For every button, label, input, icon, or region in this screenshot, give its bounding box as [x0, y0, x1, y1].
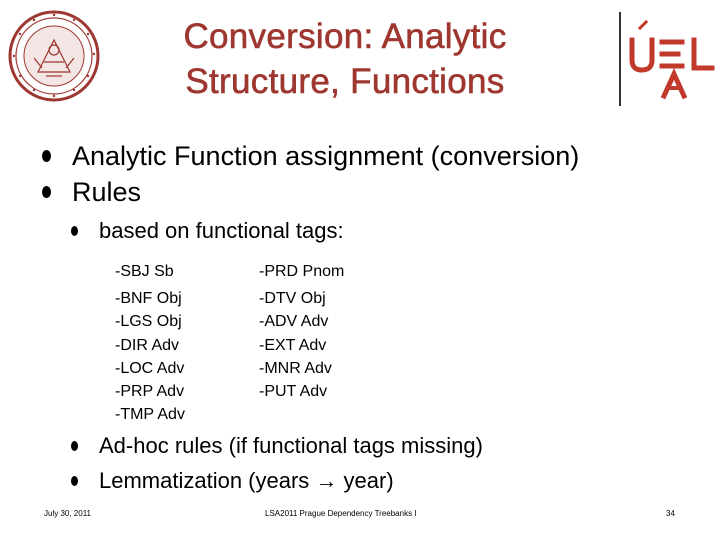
ufal-logo: [624, 16, 718, 100]
tag-item: -DIR Adv: [115, 337, 180, 354]
tag-item: -EXT Adv: [259, 337, 327, 354]
title-line-1: Conversion: Analytic: [183, 17, 507, 56]
tag-item: -PRP Adv: [115, 383, 185, 400]
slide-title: [110, 14, 580, 104]
title-line-2: Structure, Functions: [185, 62, 505, 101]
tag-item: -DTV Obj: [259, 290, 326, 307]
sub-bullet-adhoc-rules: Ad-hoc rules (if functional tags missing): [99, 433, 483, 458]
bullet-analytic-function: Analytic Function assignment (conversion): [72, 141, 580, 171]
bullet-marker: [42, 186, 51, 198]
tag-item: -LGS Obj: [115, 313, 182, 330]
tag-item: -PRD Pnom: [259, 263, 345, 280]
tag-item: -SBJ Sb: [115, 263, 174, 280]
tag-item: -ADV Adv: [259, 313, 329, 330]
header-divider: [619, 12, 621, 106]
sub-bullet-functional-tags: based on functional tags:: [99, 218, 344, 243]
bullet-marker: [42, 150, 51, 162]
bullet-rules: Rules: [72, 177, 142, 207]
tag-item: -MNR Adv: [259, 360, 332, 377]
tag-item: -BNF Obj: [115, 290, 182, 307]
footer-date: July 30, 2011: [44, 509, 91, 518]
university-seal-icon: [8, 10, 100, 102]
sub-bullet-marker: [71, 441, 78, 451]
tag-item: -PUT Adv: [259, 383, 328, 400]
footer-title: LSA2011 Prague Dependency Treebanks I: [265, 509, 417, 518]
sub-bullet-lemmatization: Lemmatization (years → year): [99, 468, 394, 493]
sub-bullet-marker: [71, 476, 78, 486]
tag-item: -LOC Adv: [115, 360, 185, 377]
sub-bullet-marker: [71, 226, 78, 236]
tag-item: -TMP Adv: [115, 406, 185, 423]
page-number: 34: [666, 509, 675, 518]
